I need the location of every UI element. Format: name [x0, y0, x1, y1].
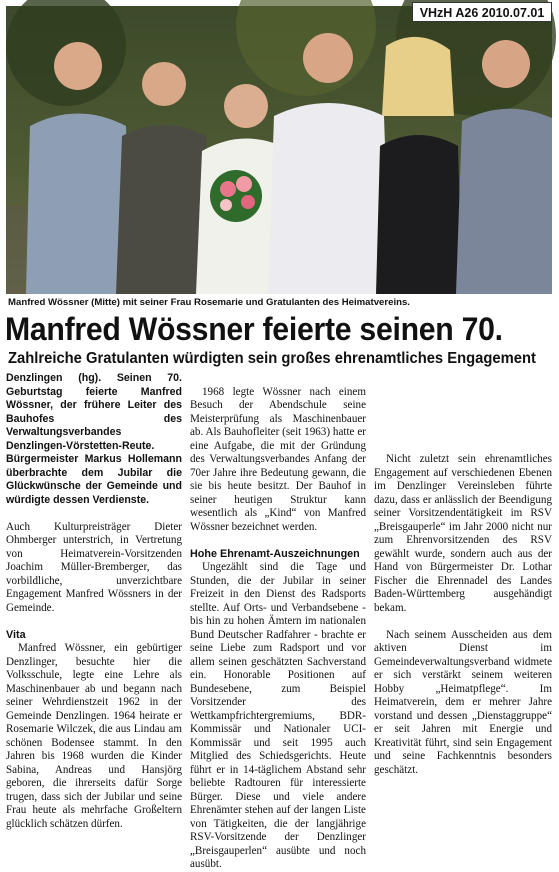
- paragraph-honors-1: Ungezählt sind die Tage und Stunden, die der Jubilar in seiner Freizeit in den Dienst des Radsports stellte. Auf Orts- und Verbandsebene - bis hin zu hohen Ämtern im nationalen Bund Deutscher Radfahrer - brachte er seine Liebe zum Radsport und vor allem seinen geschätzten Sachverstand ein. Honorable Positionen auf Bundesebene, zum Beispiel Vorsitzender des Wettkampfrichtergremiums, BDR-Kommissär und Nationaler UCI-Kommissär und seit 1995 auch Mitglied des Schiedsgerichts. Heute führt er in 14-täglichem Abstand sehr beliebte Radtouren für interessierte Bürger. Diese und viele andere Ehrenämter stehen auf der langen Liste von Tätigkeiten, die der langjährige RSV-Vorsitzende der Denzlinger „Breisgauperlen“ ausübte und noch ausübt.: [190, 561, 366, 870]
- paragraph-honors-3: Nach seinem Ausscheiden aus dem aktiven Dienst im Gemeindeverwaltungsverband widmete er sich verstärkt seinem weiteren Hobby „Heimatpflege“. Im Heimatverein, dem er mehrer Jahre vorstand und dessen „Dienstaggruppe“ er seit Jahren mit Energie und Kreativität führt, sind sein Engagement und seine Fachkenntnis besonders geschätzt.: [374, 628, 552, 776]
- lead-paragraph: Denzlingen (hg). Seinen 70. Geburtstag feierte Manfred Wössner, der frühere Leiter des Bauhofes des Verwaltungsverbandes Denzlingen-Vörstetten-Reute. Bürgermeister Markus Hollemann überbrachte dem Jubilar die Glückwünsche der Gemeinde und würdigte dessen Verdienste.: [6, 372, 182, 506]
- paragraph-culture: Auch Kulturpreisträger Dieter Ohmberger unterstrich, in Vertretung von Heimatverein-Vorsitzenden Joachim Müller-Bremberger, das vorbildliche, unverzichtbare Engagement Manfred Wössners in der Gemeinde.: [6, 520, 182, 614]
- date-badge: VHzH A26 2010.07.01: [412, 2, 552, 22]
- group-photo: [6, 6, 552, 294]
- section-heading-vita: Vita: [6, 628, 26, 641]
- article-column-3: [374, 372, 552, 777]
- article-column-2: [190, 372, 366, 870]
- headline: Manfred Wössner feierte seinen 70.: [5, 311, 503, 347]
- group-photo-illustration: [6, 6, 552, 294]
- subheadline: Zahlreiche Gratulanten würdigten sein großes ehrenamtliches Engagement: [8, 350, 536, 367]
- photo-caption: Manfred Wössner (Mitte) mit seiner Frau Rosemarie und Gratulanten des Heimatvereins.: [8, 297, 410, 308]
- paragraph-vita-2: 1968 legte Wössner nach einem Besuch der Abendschule seine Meisterprüfung als Maschinenbauer ab. Als Bauhofleiter (seit 1963) hatte er eine Aufgabe, die mit der Gründung des Verwaltungsverbandes Anfang der 70er Jahre ihre Bedeutung gewann, die sie bis heute besitzt. Der Bauhof in seiner heutigen Struktur kann wesentlich als „Kind“ von Manfred Wössner bezeichnet werden.: [190, 385, 366, 533]
- paragraph-vita-1: Manfred Wössner, ein gebürtiger Denzlinger, besuchte hier die Volksschule, legte eine Lehre als Maschinenbauer ab und begann nach seiner Wehrdienstzeit 1962 in der Gemeinde Denzlingen. 1964 heirate er Rosemarie Wilczek, die aus Lindau am schönen Bodensee stammt. In den Jahren bis 1968 wurden die Kinder Sabina, Andreas und Hansjörg geboren, die ihrerseits dafür Sorge trugen, dass sich der Jubilar und seine Frau heute als mehrfache Großeltern glücklich schätzen dürfen.: [6, 642, 182, 830]
- article-column-1: [6, 372, 182, 844]
- paragraph-honors-2: Nicht zuletzt sein ehrenamtliches Engagement auf verschiedenen Ebenen im Denzlinger Vereinsleben führte dazu, dass er anlässlich der Beendigung seiner Vorsitzendentätigkeit im RSV „Breisgauperle“ im Jahr 2000 nicht nur zum Ehrenvorsitzenden des RSV gewählt wurde, sondern auch aus der Hand von Bürgermeister Dr. Lothar Fischer die Ehrennadel des Landes Baden-Württemberg ausgehändigt bekam.: [374, 453, 552, 614]
- section-heading-honors: Hohe Ehrenamt-Auszeichnungen: [190, 547, 360, 560]
